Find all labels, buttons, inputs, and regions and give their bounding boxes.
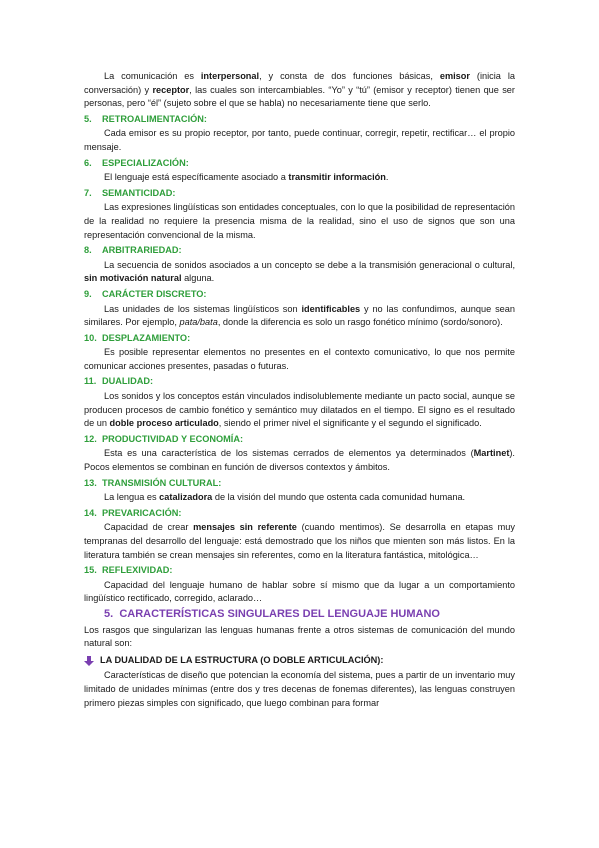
arrow-down-icon bbox=[84, 656, 94, 666]
text: , y consta de dos funciones básicas, bbox=[259, 71, 440, 81]
section-heading-arbitrariedad: 8. ARBITRARIEDAD: bbox=[84, 245, 182, 256]
section-heading-reflexividad: 15. REFLEXIVIDAD: bbox=[84, 565, 173, 576]
intro-paragraph bbox=[84, 70, 515, 111]
section-text: La secuencia de sonidos asociados a un concepto se debe a la transmisión generacional o cultural, sin motivación natural alguna. bbox=[84, 259, 515, 284]
sub-heading-dualidad: LA DUALIDAD DE LA ESTRUCTURA (O DOBLE ARTICULACIÓN): bbox=[84, 654, 515, 668]
section-text: Las unidades de los sistemas lingüísticos son identificables y no las confundimos, aunque sean similares. Por ejemplo, pata/bata, donde la diferencia es solo un rasgo fonético mínimo (sordo/sonoro). bbox=[84, 303, 515, 328]
section-text: Los sonidos y los conceptos están vinculados indisolublemente mediante un pacto social, aunque se producen procesos de cambio fonético y semántico muy dilatados en el tiempo. El signo es el resultado de un doble proceso articulado, siendo el primer nivel el significante y el segundo el significado. bbox=[84, 391, 515, 429]
section-heading-productividad: 12. PRODUCTIVIDAD Y ECONOMÍA: bbox=[84, 433, 244, 444]
bold-term: receptor bbox=[152, 84, 190, 95]
section-text: Esta es una característica de los sistemas cerrados de elementos ya determinados (Martinet). Pocos elementos se combinan en función de diversos contextos y ámbitos. bbox=[84, 448, 515, 473]
section-text: Las expresiones lingüísticas son entidades conceptuales, con lo que la posibilidad de representación de la realidad no requiere la presencia misma de la realidad, sino el uso de signos que son una representación convencional de la misma. bbox=[84, 202, 515, 240]
section-intro: Los rasgos que singularizan las lenguas humanas frente a otros sistemas de comunicación del mundo natural son: bbox=[84, 624, 515, 649]
section-heading-especializacion: 6. ESPECIALIZACIÓN: bbox=[84, 157, 189, 168]
section-text: La lengua es catalizadora de la visión del mundo que ostenta cada comunidad humana. bbox=[104, 492, 466, 503]
text: La comunicación es bbox=[104, 71, 201, 81]
main-section-title: 5. CARACTERÍSTICAS SINGULARES DEL LENGUAJE HUMANO bbox=[104, 607, 440, 620]
section-heading-desplazamiento: 10. DESPLAZAMIENTO: bbox=[84, 332, 191, 343]
section-text: El lenguaje está específicamente asociado a transmitir información. bbox=[104, 172, 389, 183]
section-heading-retroalimentacion: 5. RETROALIMENTACIÓN: bbox=[84, 113, 207, 124]
text: (inicia la conversación) y bbox=[84, 71, 515, 95]
section-heading-prevaricacion: 14. PREVARICACIÓN: bbox=[84, 507, 182, 518]
section-text: Capacidad de crear mensajes sin referente (cuando mentimos). Se desarrolla en etapas muy tempranas del desarrollo del lenguaje: está demostrado que los niños que mienten son más listos. En la literatura también se crean mensajes sin referentes, como en la literatura fantástica, mitológica… bbox=[84, 522, 515, 560]
section-heading-caracter-discreto: 9. CARÁCTER DISCRETO: bbox=[84, 288, 207, 299]
bold-term: interpersonal bbox=[200, 71, 260, 81]
section-heading-dualidad: 11. DUALIDAD: bbox=[84, 376, 154, 387]
section-text: Cada emisor es su propio receptor, por tanto, puede continuar, corregir, repetir, rectificar… el propio mensaje. bbox=[84, 128, 515, 152]
bold-term: emisor bbox=[439, 71, 470, 81]
section-heading-semanticidad: 7. SEMANTICIDAD: bbox=[84, 187, 176, 198]
text: , las cuales son intercambiables. “Yo” y “tú” (emisor y receptor) tienen que ser personas, pero “él” (sujeto sobre el que se habla) no necesariamente tiene que serlo. bbox=[84, 84, 515, 109]
section-text: Capacidad del lenguaje humano de hablar sobre sí mismo que da lugar a un comportamiento lingüístico rectificado, corregido, aclarado… bbox=[84, 579, 515, 604]
sub-text: Características de diseño que potencian la economía del sistema, pues a partir de un inventario muy limitado de unidades mínimas (entre dos y tres decenas de fonemas diferentes), las lenguas construyen primero piezas simples con significado, que luego combinan para formar bbox=[84, 670, 515, 708]
section-text: Es posible representar elementos no presentes en el contexto comunicativo, lo que nos permite comunicar acciones presentes, pasadas o futuras. bbox=[84, 347, 515, 371]
section-heading-transmision-cultural: 13. TRANSMISIÓN CULTURAL: bbox=[84, 477, 222, 488]
